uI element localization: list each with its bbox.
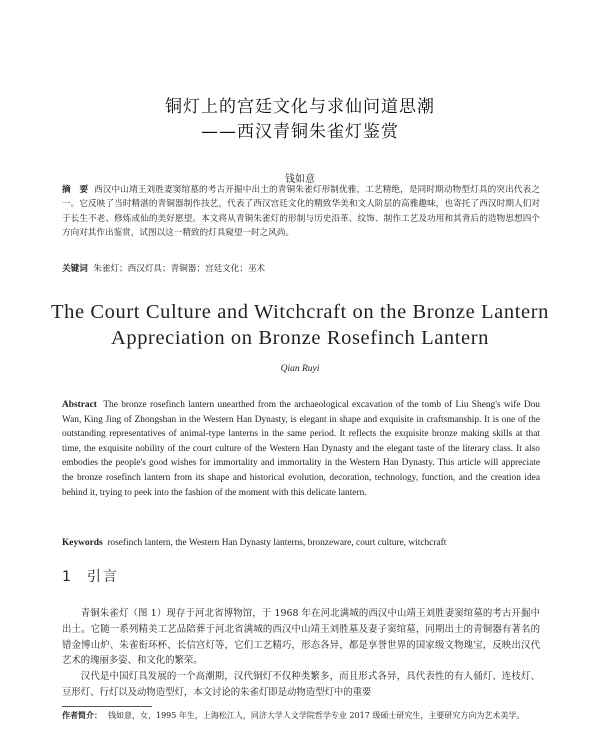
chinese-keywords-label: 关键词 [62,264,88,274]
english-subtitle: Appreciation on Bronze Rosefinch Lantern [110,327,490,349]
section-title: 引言 [86,569,119,585]
footnote-divider [62,706,152,707]
author-footnote [62,710,540,722]
english-title: The Court Culture and Witchcraft on the Bronze Lantern [51,301,549,323]
english-keywords-text: rosefinch lantern, the Western Han Dynasty lanterns, bronzeware, court culture, witchcraft [107,538,447,548]
chinese-abstract [62,183,540,241]
body-paragraph: 青铜朱雀灯（图 1）现存于河北省博物馆，于 1968 年在河北满城的西汉中山靖王刘胜妻窦绾墓的考古开掘中出土。它随一系列精美工艺品陪葬于河北省满城的西汉中山靖王刘胜墓及妻子窦绾墓，同期出土的青铜器有著名的错金博山炉、朱雀衔环杯、长信宫灯等，它们工艺精巧，形态各异，都是享誉世界的国家级文物瑰宝，反映出汉代艺术的瑰丽多姿、和文化的繁荣。 [62,608,540,667]
english-abstract-label: Abstract [62,400,97,410]
english-author: Qian Ruyi [280,364,320,374]
chinese-author: 钱如意 [285,174,315,185]
chinese-keywords [62,263,540,276]
chinese-abstract-label: 摘 要 [62,185,89,195]
chinese-keywords-text: 朱雀灯；西汉灯具；青铜器；宫廷文化；巫术 [93,264,266,274]
footnote-label: 作者简介： [62,711,102,720]
section-heading-introduction [62,566,119,586]
english-keywords [62,537,540,550]
chinese-abstract-text: 西汉中山靖王刘胜妻窦绾墓的考古开掘中出土的青铜朱雀灯形制优雅，工艺精绝，是同时期动物型灯具的突出代表之一。它反映了当时精湛的青铜器制作技艺，代表了西汉宫廷文化的精致华美和文人阶层的高雅趣味，也寄托了西汉时期人们对于长生不老、修炼成仙的美好愿望。本文将从青铜朱雀灯的形制与历史沿革、纹饰、制作工艺及功用和其背后的造物思想四个方向对其作出鉴赏，试图以这一精致的灯具窥望一时之风尚。 [62,185,540,239]
footnote-text: 钱如意，女，1995 年生，上海松江人，同济大学人文学院哲学专业 2017 级硕士研究生，主要研究方向为艺术美学。 [108,711,525,720]
section-number: 1 [62,569,73,585]
chinese-subtitle: ——西汉青铜朱雀灯鉴赏 [201,122,399,142]
chinese-title: 铜灯上的宫廷文化与求仙问道思潮 [165,97,435,117]
english-abstract [62,398,540,500]
english-abstract-text: The bronze rosefinch lantern unearthed from the archaeological excavation of the tomb of Liu Sheng's wife Dou Wan, King Jing of Zhongshan in the Western Han Dynasty, is elegant in shape and exquisite in craftsmanship. It is one of the outstanding representatives of animal-type lanterns in the same period. It reflects the exquisite bronze making skills at that time, the exquisite nobility of the court culture of the Western Han Dynasty and the elegant taste of the literary class. It also embodies the people's good wishes for immortality and immortality in the Western Han Dynasty. This article will appreciate the bronze rosefinch lantern from its shape and historical evolution, decoration, technology, function, and the creation idea behind it, trying to peek into the fashion of the moment with this delicate lantern. [62,400,540,498]
body-text [62,606,540,701]
english-keywords-label: Keywords [62,538,103,548]
body-paragraph: 汉代是中国灯具发展的一个高潮期，汉代铜灯不仅种类繁多，而且形式各异，具代表性的有人俑灯、连枝灯、豆形灯、行灯以及动物造型灯，本文讨论的朱雀灯即是动物造型灯中的重要 [62,671,540,698]
